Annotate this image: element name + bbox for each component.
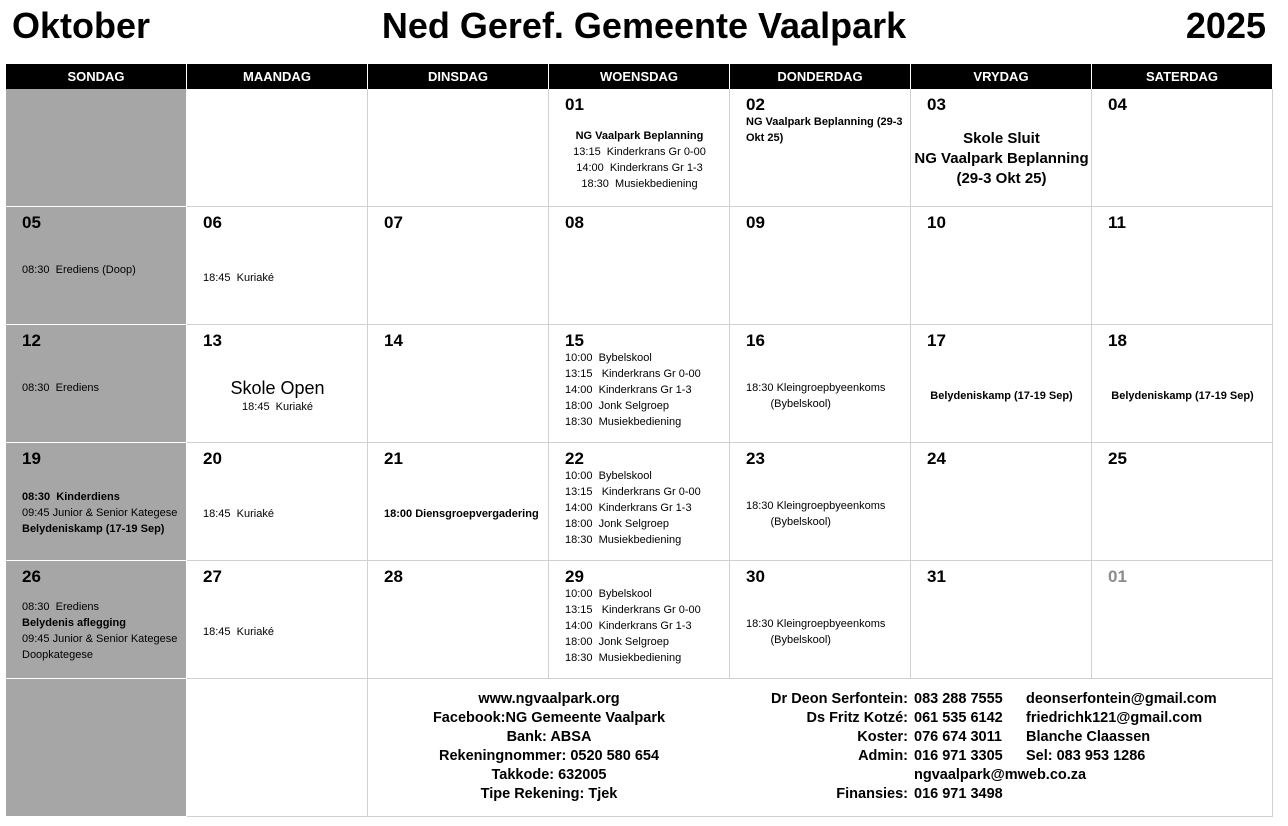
day-cell: [549, 443, 730, 561]
event-list: [911, 388, 1092, 404]
event-list: [730, 616, 927, 648]
event-text: (Bybelskool): [746, 516, 831, 528]
event-text: 18:00 Jonk Selgroep: [565, 636, 669, 648]
day-cell: [6, 325, 187, 443]
contact-phone: 016 971 3305: [914, 748, 1003, 764]
day-number: 29: [565, 567, 584, 586]
contact-label: Koster:: [857, 729, 908, 745]
event-text: Doopkategese: [22, 649, 93, 661]
day-cell: [730, 443, 911, 561]
event-text: 18:00 Diensgroepvergadering: [384, 508, 539, 520]
weekday-header-vrydag: VRYDAG: [911, 64, 1092, 89]
day-cell: [368, 89, 549, 207]
contact-phone: 083 288 7555: [914, 691, 1003, 707]
weekday-header-sondag: SONDAG: [6, 64, 187, 89]
weekday-header-saterdag: SATERDAG: [1092, 64, 1273, 89]
contact-row: [620, 747, 1217, 766]
contact-row: [620, 728, 1217, 747]
contact-extra[interactable]: deonserfontein@gmail.com: [1026, 691, 1217, 707]
contact-label: Admin:: [858, 748, 908, 764]
event-text: 18:30 Musiekbediening: [581, 178, 698, 190]
event-text: 14:00 Kinderkrans Gr 1-3: [565, 384, 692, 396]
day-cell: [730, 561, 911, 679]
day-number: 07: [384, 213, 403, 232]
contact-row: [620, 690, 1217, 709]
event-list: [6, 599, 203, 663]
day-number: 04: [1108, 95, 1127, 114]
event-list: [549, 128, 730, 192]
contact-extra[interactable]: friedrichk121@gmail.com: [1026, 710, 1203, 726]
day-number: 20: [203, 449, 222, 468]
day-number: 28: [384, 567, 403, 586]
event-text: Belydeniskamp (17-19 Sep): [930, 390, 1073, 402]
day-cell: [911, 443, 1092, 561]
info-line: Bank: ABSA: [506, 729, 592, 745]
event-text: 14:00 Kinderkrans Gr 1-3: [565, 620, 692, 632]
event-list: [549, 468, 746, 548]
contact-label: Ds Fritz Kotzé:: [806, 710, 908, 726]
event-text: Skole Sluit: [963, 130, 1040, 147]
event-text: 18:30 Kleingroepbyeenkoms: [746, 618, 886, 630]
day-cell: [1092, 443, 1273, 561]
info-line: Rekeningnommer: 0520 580 654: [438, 748, 660, 764]
day-cell: [187, 561, 368, 679]
contact-label: Dr Deon Serfontein:: [771, 691, 908, 707]
day-cell: [730, 325, 911, 443]
church-title: Ned Geref. Gemeente Vaalpark: [381, 5, 907, 46]
contacts-block: [620, 690, 1217, 804]
contact-row: [620, 785, 1217, 804]
event-text: 14:00 Kinderkrans Gr 1-3: [576, 162, 703, 174]
event-text: 18:30 Musiekbediening: [565, 652, 682, 664]
event-text: 13:15 Kinderkrans Gr 0-00: [565, 486, 701, 498]
contact-row: [620, 709, 1217, 728]
day-number: 03: [927, 95, 946, 114]
day-number: 05: [22, 213, 41, 232]
weekday-header-donderdag: DONDERDAG: [730, 64, 911, 89]
day-cell: [549, 207, 730, 325]
weekday-header-woensdag: WOENSDAG: [549, 64, 730, 89]
day-cell: [368, 207, 549, 325]
weekday-header-maandag: MAANDAG: [187, 64, 368, 89]
contact-extra: Sel: 083 953 1286: [1026, 748, 1146, 764]
event-text: 08:30 Kinderdiens: [22, 491, 120, 503]
day-number: 01: [565, 95, 584, 114]
info-line[interactable]: Facebook:NG Gemeente Vaalpark: [432, 710, 666, 726]
event-text: 09:45 Junior & Senior Kategese: [22, 507, 178, 519]
event-text: 18:00 Jonk Selgroep: [565, 518, 669, 530]
event-list: [911, 129, 1092, 189]
day-cell: [1092, 561, 1273, 679]
footer-cell: [187, 679, 368, 817]
day-cell: [6, 89, 187, 207]
day-number: 27: [203, 567, 222, 586]
day-number: 30: [746, 567, 765, 586]
event-text: (Bybelskool): [746, 634, 831, 646]
day-cell: [368, 325, 549, 443]
day-cell: [1092, 207, 1273, 325]
weekday-header-dinsdag: DINSDAG: [368, 64, 549, 89]
event-text: 13:15 Kinderkrans Gr 0-00: [565, 604, 701, 616]
contact-row: [620, 766, 1217, 785]
day-cell: [1092, 89, 1273, 207]
day-cell: [187, 89, 368, 207]
event-list: [6, 489, 203, 537]
day-number: 01: [1108, 567, 1127, 586]
contact-phone[interactable]: ngvaalpark@mweb.co.za: [914, 767, 1087, 783]
day-cell: [6, 207, 187, 325]
day-cell: [187, 207, 368, 325]
event-list: [549, 586, 746, 666]
year-title: 2025: [1185, 5, 1266, 46]
day-number: 23: [746, 449, 765, 468]
day-cell: [911, 561, 1092, 679]
event-text: 18:30 Kleingroepbyeenkoms: [746, 382, 886, 394]
event-text: 08:30 Erediens: [22, 601, 100, 613]
day-number: 10: [927, 213, 946, 232]
day-cell: [1092, 325, 1273, 443]
event-text: 09:45 Junior & Senior Kategese: [22, 633, 178, 645]
event-text: 18:45 Kuriaké: [203, 508, 274, 520]
day-number: 19: [22, 449, 41, 468]
event-list: [6, 262, 203, 278]
day-number: 08: [565, 213, 584, 232]
day-number: 26: [22, 567, 41, 586]
contact-phone: 076 674 3011: [914, 729, 1002, 745]
event-text: 10:00 Bybelskool: [565, 352, 652, 364]
day-number: 16: [746, 331, 765, 350]
event-text: 10:00 Bybelskool: [565, 470, 652, 482]
day-cell: [187, 325, 368, 443]
day-cell: [368, 561, 549, 679]
event-list: [187, 377, 368, 415]
day-number: 22: [565, 449, 584, 468]
event-text: 13:15 Kinderkrans Gr 0-00: [565, 368, 701, 380]
day-number: 17: [927, 331, 946, 350]
event-text: 18:45 Kuriaké: [203, 272, 274, 284]
day-number: 25: [1108, 449, 1127, 468]
day-cell: [911, 325, 1092, 443]
day-number: 09: [746, 213, 765, 232]
day-cell: [911, 89, 1092, 207]
contact-label: [620, 766, 914, 785]
event-list: [730, 114, 927, 146]
website-link[interactable]: www.ngvaalpark.org: [478, 691, 620, 707]
event-text: NG Vaalpark Beplanning: [575, 130, 704, 142]
day-number: 13: [203, 331, 222, 350]
day-number: 21: [384, 449, 403, 468]
event-text: Belydeniskamp (17-19 Sep): [22, 523, 165, 535]
event-text: (Bybelskool): [746, 398, 831, 410]
event-list: [549, 350, 746, 430]
day-cell: [368, 443, 549, 561]
contact-phone: 061 535 6142: [914, 710, 1003, 726]
day-number: 18: [1108, 331, 1127, 350]
day-cell: [549, 89, 730, 207]
day-cell: [6, 443, 187, 561]
day-cell: [730, 207, 911, 325]
event-list: [1092, 388, 1273, 404]
event-text: 14:00 Kinderkrans Gr 1-3: [565, 502, 692, 514]
day-number: 11: [1108, 213, 1126, 232]
contact-phone: 016 971 3498: [914, 786, 1003, 802]
event-text: 10:00 Bybelskool: [565, 588, 652, 600]
event-text: 18:30 Kleingroepbyeenkoms: [746, 500, 886, 512]
event-list: [730, 380, 927, 412]
event-list: [730, 498, 927, 530]
event-text: 08:30 Erediens: [22, 382, 100, 394]
day-cell: [911, 207, 1092, 325]
footer-cell: [6, 679, 187, 817]
event-text: Okt 25): [746, 132, 784, 144]
day-cell: [549, 561, 730, 679]
event-text: NG Vaalpark Beplanning (29-3: [746, 116, 903, 128]
day-number: 24: [927, 449, 946, 468]
event-list: [368, 506, 565, 522]
month-title: Oktober: [12, 5, 151, 46]
event-list: [6, 380, 203, 396]
event-text: 08:30 Erediens (Doop): [22, 264, 136, 276]
day-cell: [549, 325, 730, 443]
event-text: NG Vaalpark Beplanning: [914, 150, 1089, 167]
event-text: 13:15 Kinderkrans Gr 0-00: [573, 146, 706, 158]
day-number: 06: [203, 213, 222, 232]
day-cell: [187, 443, 368, 561]
event-list: [187, 506, 384, 522]
day-number: 15: [565, 331, 584, 350]
event-text: Belydenis aflegging: [22, 617, 126, 629]
event-text: 18:30 Musiekbediening: [565, 534, 682, 546]
event-list: [187, 624, 384, 640]
day-number: 02: [746, 95, 765, 114]
info-line: Takkode: 632005: [491, 767, 607, 783]
event-text: 18:00 Jonk Selgroep: [565, 400, 669, 412]
info-line: Tipe Rekening: Tjek: [480, 786, 618, 802]
day-cell: [6, 561, 187, 679]
event-text: (29-3 Okt 25): [956, 170, 1047, 187]
event-text: Skole Open: [230, 378, 325, 398]
event-text: 18:45 Kuriaké: [242, 401, 313, 413]
day-number: 14: [384, 331, 403, 350]
event-list: [187, 270, 384, 286]
day-number: 12: [22, 331, 41, 350]
event-text: Belydeniskamp (17-19 Sep): [1111, 390, 1254, 402]
contact-label: Finansies:: [836, 786, 908, 802]
day-number: 31: [927, 567, 946, 586]
event-text: 18:45 Kuriaké: [203, 626, 274, 638]
contact-extra: Blanche Claassen: [1026, 729, 1151, 745]
event-text: 18:30 Musiekbediening: [565, 416, 682, 428]
day-cell: [730, 89, 911, 207]
